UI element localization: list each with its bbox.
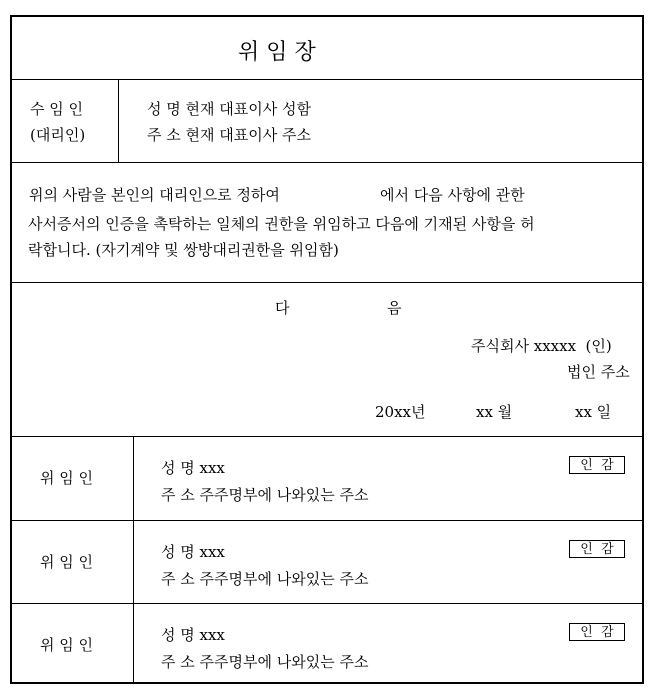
principal-label-cell [12, 604, 134, 684]
principal-address-line: 주 소 주주명부에 나와있는 주소 [161, 486, 369, 504]
statement-line-2: 사서증서의 인증을 촉탁하는 일체의 권한을 위임하고 다음에 기재된 사항을 허 [28, 215, 535, 233]
company-address: 법인 주소 [567, 363, 630, 381]
principal-row [12, 521, 642, 604]
power-of-attorney-document [10, 15, 644, 684]
principal-label: 위 임 인 [40, 553, 94, 571]
title-row [12, 17, 642, 80]
principal-row [12, 604, 642, 684]
principal-address-line: 주 소 주주명부에 나와있는 주소 [161, 653, 369, 671]
agent-row [12, 80, 642, 163]
seal-box: 인 감 [569, 456, 625, 474]
terms-row [12, 283, 642, 437]
principal-address-line: 주 소 주주명부에 나와있는 주소 [161, 570, 369, 588]
principal-label: 위 임 인 [40, 469, 94, 487]
terms-heading-right: 음 [387, 299, 402, 317]
agent-label-sub: (대리인) [30, 126, 86, 144]
date-day: xx 일 [575, 403, 612, 421]
agent-label: 수 임 인 [30, 100, 84, 118]
statement-row [12, 163, 642, 283]
principal-name-line: 성 명 xxx [161, 459, 225, 477]
statement-line-3: 락합니다. (자기계약 및 쌍방대리권한을 위임함) [28, 241, 339, 259]
statement-line-1: 위의 사람을 본인의 대리인으로 정하여 에서 다음 사항에 관한 [29, 186, 525, 204]
principal-name-line: 성 명 xxx [161, 626, 225, 644]
principal-row [12, 437, 642, 521]
principal-label: 위 임 인 [40, 636, 94, 654]
agent-address-line: 주 소 현재 대표이사 주소 [147, 126, 311, 144]
principal-label-cell [12, 437, 134, 520]
seal-box: 인 감 [569, 623, 625, 641]
principal-label-cell [12, 521, 134, 603]
agent-label-cell [12, 80, 119, 162]
date-year: 20xx년 [375, 403, 426, 421]
company-name: 주식회사 xxxxx (인) [471, 337, 612, 355]
date-month: xx 월 [476, 403, 513, 421]
seal-box: 인 감 [569, 540, 625, 558]
principal-name-line: 성 명 xxx [161, 543, 225, 561]
document-title: 위 임 장 [238, 40, 316, 65]
terms-heading-left: 다 [275, 299, 290, 317]
agent-name-line: 성 명 현재 대표이사 성함 [147, 100, 311, 118]
